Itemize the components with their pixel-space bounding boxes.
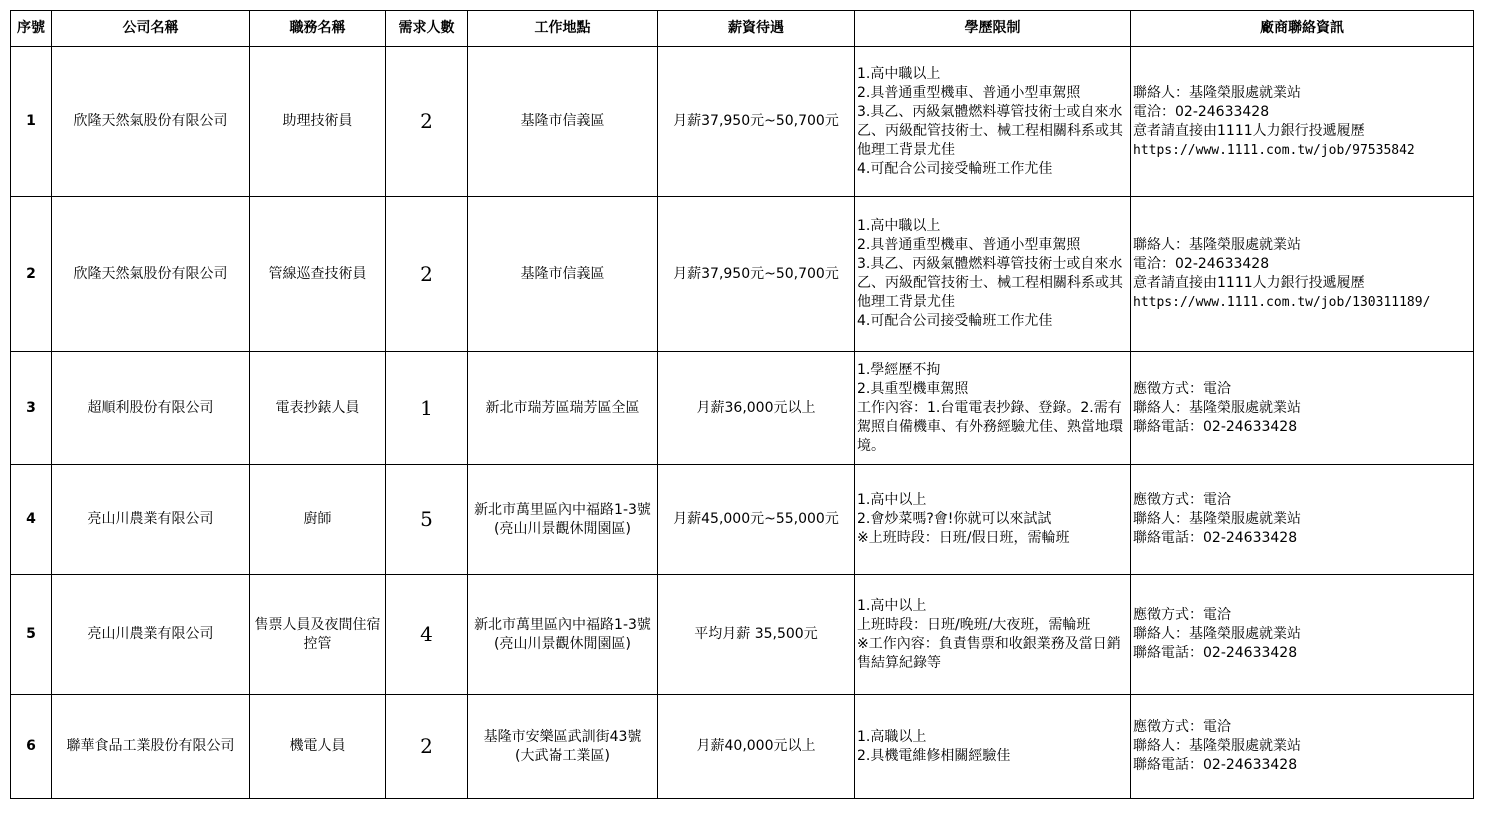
- header-no: 序號: [11, 11, 52, 47]
- work-location: [468, 465, 658, 575]
- location-line: 基隆市信義區: [520, 113, 605, 129]
- contact-line: 應徵方式：電洽: [1133, 719, 1231, 735]
- education-line: 2.具普通重型機車、普通小型車駕照: [857, 237, 1081, 253]
- work-location: [468, 197, 658, 352]
- education-line: 1.高職以上: [857, 728, 927, 745]
- contact-line: 應徵方式：電洽: [1133, 492, 1231, 508]
- job-title: 廚師: [250, 465, 386, 575]
- contact-info: [1131, 47, 1474, 197]
- location-line: (亮山川景觀休閒園區): [494, 635, 631, 652]
- headcount: 2: [386, 197, 468, 352]
- education-requirements: [855, 465, 1131, 575]
- education-requirements: [855, 352, 1131, 465]
- contact-line: 聯絡電話：02-24633428: [1133, 645, 1298, 661]
- education-line: 4.可配合公司接受輪班工作尤佳: [857, 160, 1053, 177]
- contact-line: 聯絡人：基隆榮服處就業站: [1133, 84, 1301, 101]
- row-number: 4: [11, 465, 52, 575]
- table-row: [11, 197, 1474, 352]
- contact-info: [1131, 197, 1474, 352]
- table-row: [11, 47, 1474, 197]
- location-line: (亮山川景觀休閒園區): [494, 520, 631, 537]
- education-line: ※工作內容：負責售票和收銀業務及當日銷售結算紀錄等: [857, 635, 1121, 671]
- contact-info: [1131, 352, 1474, 465]
- job-title: 電表抄錶人員: [250, 352, 386, 465]
- location-line: 基隆市安樂區武訓街43號: [483, 728, 642, 745]
- education-line: 3.具乙、丙級氣體燃料導管技術士或自來水乙、丙級配管技術士、械工程相關科系或其他理工背景尤佳: [857, 103, 1123, 158]
- company-name: 超順利股份有限公司: [52, 352, 250, 465]
- location-line: 基隆市信義區: [520, 265, 605, 282]
- education-line: 4.可配合公司接受輪班工作尤佳: [857, 313, 1053, 329]
- job-title: 管線巡查技術員: [250, 197, 386, 352]
- contact-info: [1131, 575, 1474, 695]
- table-row: [11, 465, 1474, 575]
- company-name: 欣隆天然氣股份有限公司: [52, 197, 250, 352]
- education-line: 上班時段：日班/晚班/大夜班，需輪班: [857, 616, 1091, 633]
- contact-line: 聯絡電話：02-24633428: [1133, 530, 1298, 546]
- education-line: 2.會炒菜嗎?會!你就可以來試試: [857, 511, 1052, 527]
- contact-info: [1131, 695, 1474, 799]
- row-number: 1: [11, 47, 52, 197]
- location-line: 新北市瑞芳區瑞芳區全區: [485, 399, 640, 416]
- company-name: 亮山川農業有限公司: [52, 575, 250, 695]
- education-line: 2.具普通重型機車、普通小型車駕照: [857, 84, 1081, 101]
- company-name: 欣隆天然氣股份有限公司: [52, 47, 250, 197]
- salary: 月薪40,000元以上: [658, 695, 855, 799]
- job-listing-table: [10, 10, 1474, 799]
- contact-line: 聯絡人：基隆榮服處就業站: [1133, 738, 1301, 754]
- job-title: 機電人員: [250, 695, 386, 799]
- headcount: 5: [386, 465, 468, 575]
- salary: 月薪36,000元以上: [658, 352, 855, 465]
- header-location: 工作地點: [468, 11, 658, 47]
- row-number: 2: [11, 197, 52, 352]
- contact-line: 聯絡人：基隆榮服處就業站: [1133, 399, 1301, 416]
- job-link[interactable]: https://www.1111.com.tw/job/130311189/: [1133, 295, 1431, 310]
- location-line: 新北市萬里區內中福路1-3號: [474, 501, 651, 518]
- row-number: 5: [11, 575, 52, 695]
- headcount: 2: [386, 47, 468, 197]
- salary: 月薪37,950元~50,700元: [658, 197, 855, 352]
- work-location: [468, 695, 658, 799]
- contact-line: 聯絡電話：02-24633428: [1133, 757, 1298, 773]
- header-row: [11, 11, 1474, 47]
- education-line: ※上班時段：日班/假日班，需輪班: [857, 530, 1070, 546]
- row-number: 6: [11, 695, 52, 799]
- education-requirements: [855, 575, 1131, 695]
- contact-line: 聯絡人：基隆榮服處就業站: [1133, 511, 1301, 527]
- header-education: 學歷限制: [855, 11, 1131, 47]
- contact-line: 聯絡電話：02-24633428: [1133, 418, 1298, 435]
- headcount: 2: [386, 695, 468, 799]
- education-line: 1.高中職以上: [857, 65, 941, 82]
- contact-info: [1131, 465, 1474, 575]
- education-line: 2.具重型機車駕照: [857, 380, 969, 397]
- job-title: 售票人員及夜間住宿控管: [250, 575, 386, 695]
- work-location: [468, 575, 658, 695]
- header-title: 職務名稱: [250, 11, 386, 47]
- education-requirements: [855, 47, 1131, 197]
- contact-line: 聯絡人：基隆榮服處就業站: [1133, 626, 1301, 642]
- company-name: 亮山川農業有限公司: [52, 465, 250, 575]
- contact-line: 應徵方式：電洽: [1133, 380, 1231, 397]
- contact-line: 電洽：02-24633428: [1133, 103, 1270, 120]
- headcount: 4: [386, 575, 468, 695]
- job-title: 助理技術員: [250, 47, 386, 197]
- table-row: [11, 352, 1474, 465]
- contact-line: 意者請直接由1111人力銀行投遞履歷: [1133, 275, 1365, 291]
- header-salary: 薪資待遇: [658, 11, 855, 47]
- contact-line: 電洽：02-24633428: [1133, 256, 1270, 272]
- header-count: 需求人數: [386, 11, 468, 47]
- work-location: [468, 352, 658, 465]
- row-number: 3: [11, 352, 52, 465]
- salary: 月薪37,950元~50,700元: [658, 47, 855, 197]
- education-line: 1.高中職以上: [857, 218, 941, 234]
- table-row: [11, 695, 1474, 799]
- education-requirements: [855, 695, 1131, 799]
- contact-line: 應徵方式：電洽: [1133, 607, 1231, 623]
- education-requirements: [855, 197, 1131, 352]
- headcount: 1: [386, 352, 468, 465]
- work-location: [468, 47, 658, 197]
- location-line: 新北市萬里區內中福路1-3號: [474, 616, 651, 633]
- location-line: (大武崙工業區): [515, 747, 610, 764]
- header-company: 公司名稱: [52, 11, 250, 47]
- contact-line: 聯絡人：基隆榮服處就業站: [1133, 237, 1301, 253]
- company-name: 聯華食品工業股份有限公司: [52, 695, 250, 799]
- contact-line: 意者請直接由1111人力銀行投遞履歷: [1133, 122, 1365, 139]
- education-line: 3.具乙、丙級氣體燃料導管技術士或自來水乙、丙級配管技術士、械工程相關科系或其他理工背景尤佳: [857, 256, 1123, 310]
- education-line: 1.學經歷不拘: [857, 361, 941, 378]
- education-line: 1.高中以上: [857, 597, 927, 614]
- job-link[interactable]: https://www.1111.com.tw/job/97535842: [1133, 142, 1415, 158]
- education-line: 2.具機電維修相關經驗佳: [857, 747, 1011, 764]
- salary: 月薪45,000元~55,000元: [658, 465, 855, 575]
- table-row: [11, 575, 1474, 695]
- education-line: 1.高中以上: [857, 492, 927, 508]
- education-line: 工作內容：1.台電電表抄錄、登錄。2.需有駕照自備機車、有外務經驗尤佳、熟當地環境。: [857, 399, 1123, 454]
- salary: 平均月薪 35,500元: [658, 575, 855, 695]
- header-contact: 廠商聯絡資訊: [1131, 11, 1474, 47]
